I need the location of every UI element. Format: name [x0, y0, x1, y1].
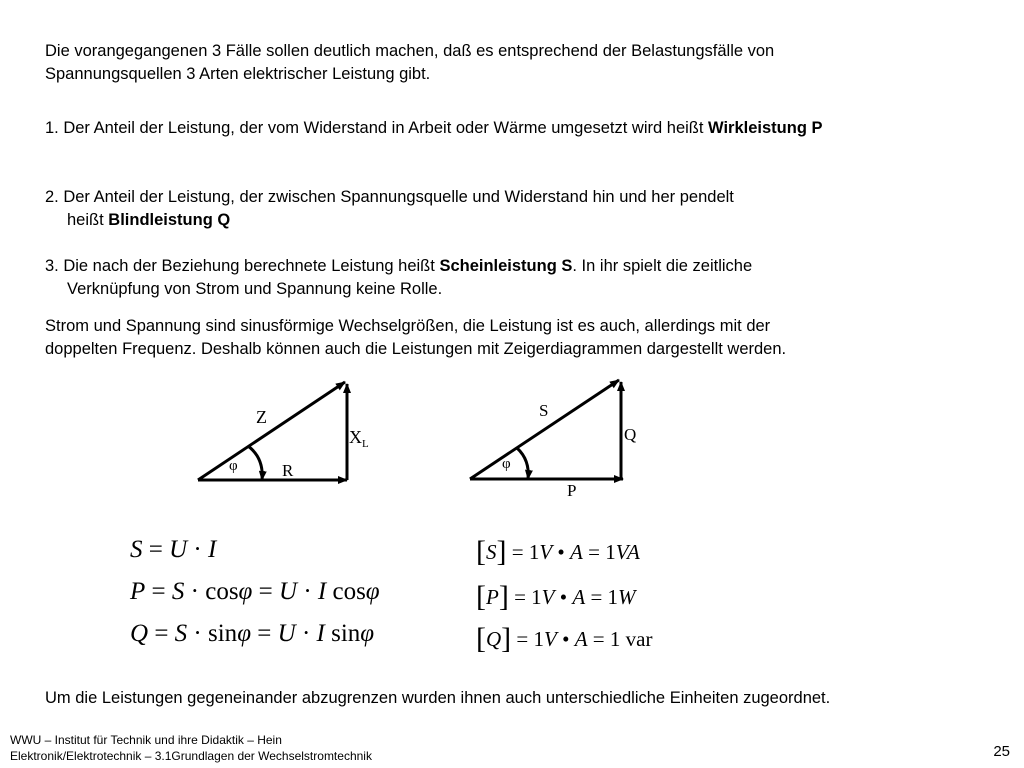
- f3-phi-2: φ: [360, 620, 375, 647]
- f2-u: U: [279, 578, 298, 605]
- xl-label-main: X: [349, 427, 362, 447]
- u1-rhs2: = 1: [588, 540, 616, 564]
- intro-line-2: Spannungsquellen 3 Arten elektrischer Leistung gibt.: [45, 65, 431, 83]
- phi-arc: [248, 446, 262, 480]
- f2-phi: φ: [238, 578, 253, 605]
- f2-s: S: [171, 578, 185, 605]
- f1-i: I: [208, 536, 217, 563]
- item2-term: Blindleistung Q: [108, 211, 231, 229]
- f1-u: U: [169, 536, 188, 563]
- sinus-paragraph: [45, 315, 786, 361]
- u1-a: A: [570, 540, 583, 564]
- item3-prefix: 3. Die nach der Beziehung berechnete Leistung heißt: [45, 257, 440, 275]
- f1-eq: =: [148, 536, 163, 563]
- intro-line-1: Die vorangegangenen 3 Fälle sollen deutlich machen, daß es entsprechend der Belastungsfälle von: [45, 42, 775, 60]
- item2-prefix: heißt: [67, 211, 109, 229]
- f2-cos: cos: [205, 578, 239, 605]
- footer-line-2: Elektronik/Elektrotechnik – 3.1Grundlagen der Wechselstromtechnik: [10, 749, 372, 763]
- item-blindleistung: [45, 186, 734, 232]
- impedance-triangle-diagram: [190, 370, 390, 495]
- z-label: Z: [256, 407, 267, 427]
- formula-q: Q = S · sinφ = U · I sinφ: [130, 620, 375, 647]
- f2-p: P: [130, 578, 146, 605]
- u2-rhs2: = 1: [590, 585, 619, 609]
- item1-term: Wirkleistung P: [708, 119, 823, 137]
- f3-sin: sin: [208, 620, 238, 647]
- u2-sym: P: [486, 585, 499, 609]
- u2-bullet: •: [559, 585, 568, 609]
- u2-v: V: [541, 585, 555, 609]
- item2-line-2: [45, 209, 734, 232]
- unit-p: [P] = 1V • A = 1W: [476, 580, 636, 613]
- item-wirkleistung: [45, 117, 823, 140]
- page-number: 25: [993, 743, 1010, 760]
- item-scheinleistung: [45, 255, 752, 301]
- item3-line-1: [45, 255, 752, 278]
- f3-q: Q: [130, 620, 149, 647]
- f1-s: S: [130, 536, 143, 563]
- u2-res: W: [618, 585, 636, 609]
- unit-s: [S] = 1V • A = 1VA: [476, 535, 640, 568]
- u3-rhs2: = 1: [592, 627, 626, 651]
- f1-dot: ·: [193, 536, 202, 563]
- sinus-line-2: doppelten Frequenz. Deshalb können auch die Leistungen mit Zeigerdiagrammen dargestellt werden.: [45, 340, 787, 358]
- u3-bullet: •: [562, 627, 570, 651]
- f2-phi-2: φ: [365, 578, 380, 605]
- u3-v: V: [544, 627, 557, 651]
- u3-rhs1: = 1: [516, 627, 545, 651]
- q-label: Q: [624, 425, 637, 444]
- power-triangle-diagram: [462, 368, 662, 503]
- u3-sym: Q: [486, 627, 502, 651]
- u2-rhs1: = 1: [514, 585, 542, 609]
- u1-sym: S: [486, 540, 497, 564]
- z-vector: [198, 382, 345, 480]
- unit-q: [Q] = 1V • A = 1 var: [476, 622, 653, 655]
- phi-label-right: φ: [502, 456, 511, 472]
- item1-text: 1. Der Anteil der Leistung, der vom Widerstand in Arbeit oder Wärme umgesetzt wird heißt: [45, 119, 709, 137]
- item2-line-1: 2. Der Anteil der Leistung, der zwischen Spannungsquelle und Widerstand hin und her pendelt: [45, 188, 734, 206]
- f3-u: U: [277, 620, 296, 647]
- p-label: P: [567, 481, 577, 500]
- sinus-line-1: Strom und Spannung sind sinusförmige Wechselgrößen, die Leistung ist es auch, allerdings mit der: [45, 317, 771, 335]
- phi-label-left: φ: [229, 458, 238, 474]
- f3-phi: φ: [237, 620, 252, 647]
- formula-p: P = S · cosφ = U · I cosφ: [130, 578, 380, 605]
- s-vector: [470, 380, 619, 479]
- item3-suffix: . In ihr spielt die zeitliche: [572, 257, 753, 275]
- item3-line-2: Verknüpfung von Strom und Spannung keine Rolle.: [67, 280, 443, 298]
- phi-arc-right: [517, 448, 528, 479]
- u1-bullet: •: [557, 540, 565, 564]
- f3-i: I: [316, 620, 325, 647]
- formula-s: [130, 536, 216, 564]
- u3-res: var: [625, 627, 653, 651]
- u3-a: A: [574, 627, 588, 651]
- item3-term: Scheinleistung S: [439, 257, 573, 275]
- closing-sentence: Um die Leistungen gegeneinander abzugrenzen wurden ihnen auch unterschiedliche Einheiten zugeordnet.: [45, 689, 831, 707]
- footer: [10, 732, 372, 764]
- f3-s: S: [174, 620, 188, 647]
- u2-a: A: [572, 585, 586, 609]
- u1-v: V: [539, 540, 553, 564]
- u1-res: VA: [615, 540, 640, 564]
- intro-paragraph: [45, 40, 774, 86]
- footer-line-1: WWU – Institut für Technik und ihre Didaktik – Hein: [10, 733, 282, 747]
- f2-cos-2: cos: [332, 578, 366, 605]
- s-label: S: [539, 401, 549, 420]
- u1-rhs1: = 1: [511, 540, 540, 564]
- f3-sin-2: sin: [331, 620, 361, 647]
- f2-i: I: [317, 578, 327, 605]
- xl-label: [349, 427, 369, 450]
- r-label: R: [282, 461, 294, 480]
- xl-label-sub: L: [362, 438, 369, 450]
